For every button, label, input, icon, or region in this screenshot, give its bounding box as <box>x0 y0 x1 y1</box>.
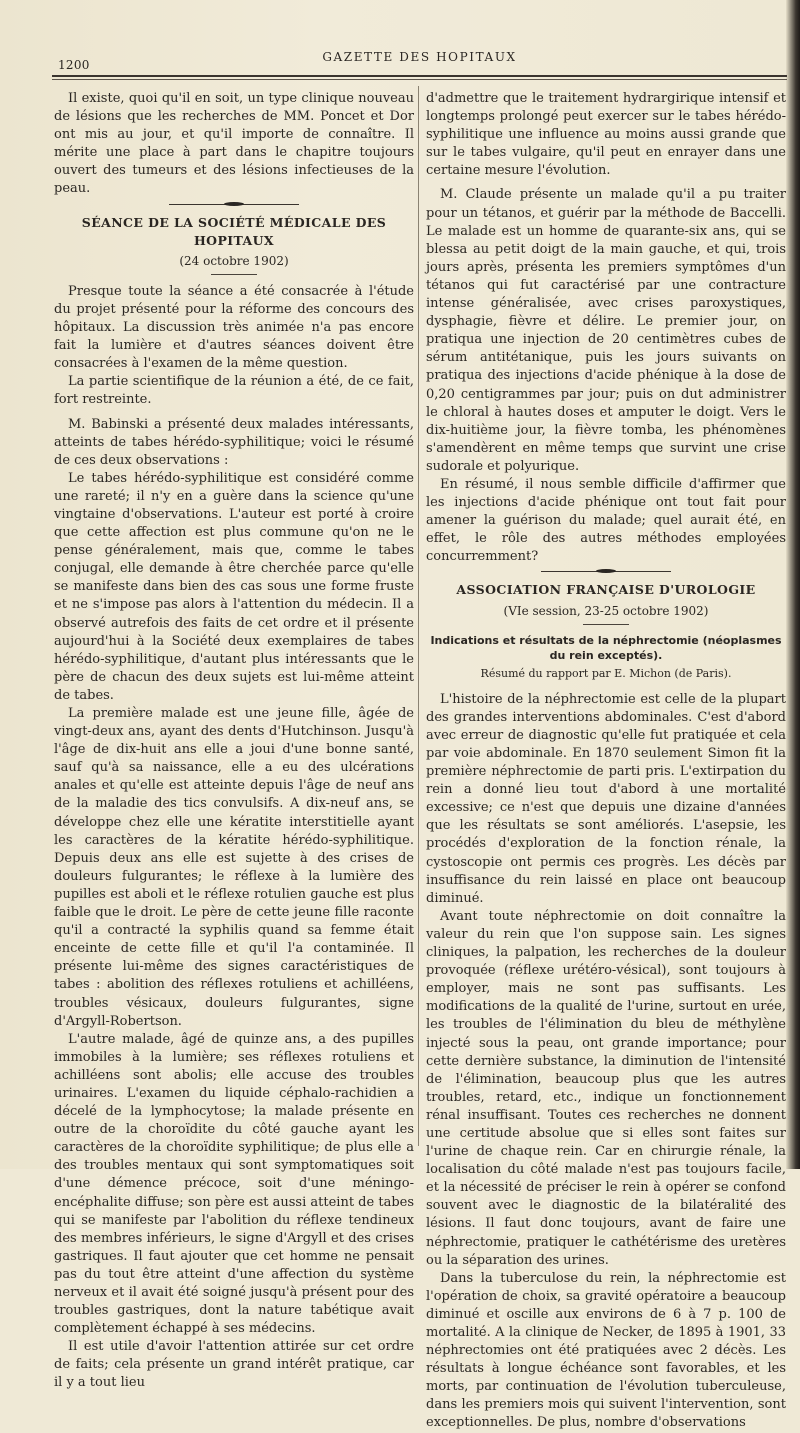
ornament-separator <box>541 571 671 573</box>
paragraph: Avant toute néphrectomie on doit connaître la valeur du rein que l'on suppose sain. Les signes cliniques, la palpation, les recherches de la douleur provoquée (réflexe urétéro-vésical), sont toujours à employer, mais ne sont pas suffisants. Les modifications de la qualité de l'urine, surtout en urée, les troubles de l'élimination du bleu de méthylène injecté sous la peau, ont grande importance; pour cette dernière substance, la diminution de l'intensité de l'élimination, beaucoup plus que les autres troubles, retard, etc., indique un fonctionnement rénal insuffisant. Toutes ces recherches ne donnent une certitude absolue que si elles sont faites sur l'urine de chaque rein. Car en chirurgie rénale, la localisation du côté malade n'est pas toujours facile, et la nécessité de préciser le rein à opérer se confond souvent avec le diagnostic de la bilatéralité des lésions. Il faut donc toujours, avant de faire une néphrectomie, pratiquer le cathétérisme des uretères ou la séparation des urines. <box>426 908 786 1268</box>
header-rule-thin <box>52 79 787 80</box>
header-rule-thick <box>52 75 787 77</box>
paragraph: Il est utile d'avoir l'attention attirée sur cet ordre de faits; cela présente un grand intérêt pratique, car il y a tout lieu <box>54 1339 414 1391</box>
paragraph: Presque toute la séance a été consacrée à l'étude du projet présenté pour la réforme des concours des hôpitaux. La discussion très animée n'a pas encore fait la lumière et d'autres séances doivent être consacrées à l'examen de la même question. <box>54 283 414 372</box>
paragraph: M. Claude présente un malade qu'il a pu traiter pour un tétanos, et guérir par la méthode de Baccelli. Le malade est un homme de quarante-six ans, qui se blessa au petit doigt de la main gauche, et qui, trois jours après, présenta les premiers symptômes d'un tétanos qui fut caractérisé par une contracture intense généralisée, avec crises paroxystiques, dysphagie, fièvre et délire. Le premier jour, on pratiqua une injection de 20 centimètres cubes de sérum antitétanique, puis les jours suivants on pratiqua des injections d'acide phénique à la dose de 0,20 centigrammes par jour; puis on dut administrer le chloral à hautes doses et amputer le doigt. Vers le dix-huitième jour, la fièvre tomba, les phénomènes s'amendèrent en même temps que survint une crise sudorale et polyurique. <box>426 187 786 474</box>
running-title: GAZETTE DES HOPITAUX <box>322 50 517 64</box>
right-column <box>426 90 786 1433</box>
paragraph: Dans la tuberculose du rein, la néphrectomie est l'opération de choix, sa gravité opératoire a beaucoup diminué et oscille aux environs de 6 à 7 p. 100 de mortalité. A la clinique de Necker, de 1895 à 1901, 33 néphrectomies ont été pratiquées avec 2 décès. Les résultats à longue échéance sont favorables, et les morts, par continuation de l'évolution tuberculeuse, dans les premiers mois qui suivent l'intervention, sont exceptionnelles. De plus, nombre d'observations <box>426 1270 786 1431</box>
paragraph: M. Babinski a présenté deux malades intéressants, atteints de tabes hérédo-syphilitique; voici le résumé de ces deux observations : <box>54 416 414 468</box>
paragraph: L'histoire de la néphrectomie est celle de la plupart des grandes interventions abdominales. C'est d'abord avec erreur de diagnostic qu'elle fut pratiquée et cela par voie abdominale. En 1870 seulement Simon fit la première néphrectomie de parti pris. L'extirpation du rein a donné lieu tout d'abord à une mortalité excessive; ce n'est que depuis une dizaine d'années que les résultats se sont améliorés. L'asepsie, les procédés d'exploration de la fonction rénale, la cystoscopie ont permis ces progrès. Les décès par insuffisance du rein laissé en place ont beaucoup diminué. <box>426 691 786 906</box>
paragraph: Il existe, quoi qu'il en soit, un type clinique nouveau de lésions que les recherches de MM. Poncet et Dor ont mis au jour, et qu'il importe de connaître. Il mérite une place à part dans le chapitre toujours ouvert des tumeurs et des lésions infectieuses de la peau. <box>54 91 414 197</box>
section-title: ASSOCIATION FRANÇAISE D'UROLOGIE <box>456 582 756 598</box>
section-title: SÉANCE DE LA SOCIÉTÉ MÉDICALE DES HOPITAUX <box>81 214 387 248</box>
short-rule <box>583 624 629 625</box>
column-divider <box>418 86 419 1146</box>
article-title: Indications et résultats de la néphrectomie (néoplasmes du rein exceptés). <box>430 633 782 662</box>
paragraph: La partie scientifique de la réunion a été, de ce fait, fort restreinte. <box>54 374 414 408</box>
paragraph: Le tabes hérédo-syphilitique est considéré comme une rareté; il n'y en a guère dans la science qu'une vingtaine d'observations. L'auteur est porté à croire que cette affection est plus commune qu'on ne le pense généralement, mais que, comme le tabes conjugal, elle demande à être cherchée parce qu'elle se manifeste dans bien des cas sous une forme fruste et ne s'impose pas alors à l'attention du médecin. Il a observé autrefois des faits de cet ordre et il présente aujourd'hui à la Société deux exemplaires de tabes hérédo-syphilitique, d'autant plus intéressants que le père de chacun des deux sujets est lui-même atteint de tabes. <box>54 470 414 703</box>
paragraph: En résumé, il nous semble difficile d'affirmer que les injections d'acide phénique ont tout fait pour amener la guérison du malade; quel aurait été, en effet, le rôle des autres méthodes employées concurremment? <box>426 476 786 565</box>
short-rule <box>211 274 257 275</box>
section-date: (VIe session, 23-25 octobre 1902) <box>503 603 709 618</box>
paragraph: d'admettre que le traitement hydrargirique intensif et longtemps prolongé peut exercer sur le tabes hérédo-syphilitique une influence au moins aussi grande que sur le tabes vulgaire, qu'il peut en enrayer dans une certaine mesure l'évolution. <box>426 91 786 179</box>
page-spine-shadow <box>786 0 800 1169</box>
left-column <box>54 90 414 1393</box>
page-number: 1200 <box>58 58 90 72</box>
paragraph: L'autre malade, âgé de quinze ans, a des pupilles immobiles à la lumière; ses réflexes rotuliens et achilléens sont abolis; elle accuse des troubles urinaires. L'examen du liquide céphalo-rachidien a décelé de la lymphocytose; la malade présente en outre de la choroïdite du côté gauche ayant les caractères de la choroïdite syphilitique; de plus elle a des troubles mentaux qui sont symptomatiques soit d'une démence précoce, soit d'une méningo-encéphalite diffuse; son père est aussi atteint de tabes qui se manifeste par l'abolition du réflexe tendineux des membres inférieurs, le signe d'Argyll et des crises gastriques. Il faut ajouter que cet homme ne pensait pas du tout être atteint d'une affection du système nerveux et il avait été soigné jusqu'à présent pour des troubles gastriques, dont la nature tabétique avait complètement échappé à ses médecins. <box>54 1031 414 1337</box>
article-subtitle: Résumé du rapport par E. Michon (de Paris). <box>480 666 732 680</box>
page-header <box>52 44 787 74</box>
paragraph: La première malade est une jeune fille, âgée de vingt-deux ans, ayant des dents d'Hutchinson. Jusqu'à l'âge de dix-huit ans elle a joui d'une bonne santé, sauf qu'à sa naissance, elle a eu des ulcérations anales et qu'elle est atteinte depuis l'âge de neuf ans de la maladie des tics convulsifs. A dix-neuf ans, se développe chez elle une kératite interstitielle ayant les caractères de la kératite hérédo-syphilitique. Depuis deux ans elle est sujette à des crises de douleurs fulgurantes; le réflexe à la lumière des pupilles est aboli et le réflexe rotulien gauche est plus faible que le droit. Le père de cette jeune fille raconte qu'il a contracté la syphilis quand sa femme était enceinte de cette fille et qu'il l'a contaminée. Il présente lui-même des signes caractéristiques de tabes : abolition des réflexes rotuliens et achilléens, troubles vésicaux, douleurs fulgurantes, signe d'Argyll-Robertson. <box>54 706 414 1029</box>
ornament-separator <box>169 204 299 206</box>
section-date: (24 octobre 1902) <box>179 253 289 268</box>
